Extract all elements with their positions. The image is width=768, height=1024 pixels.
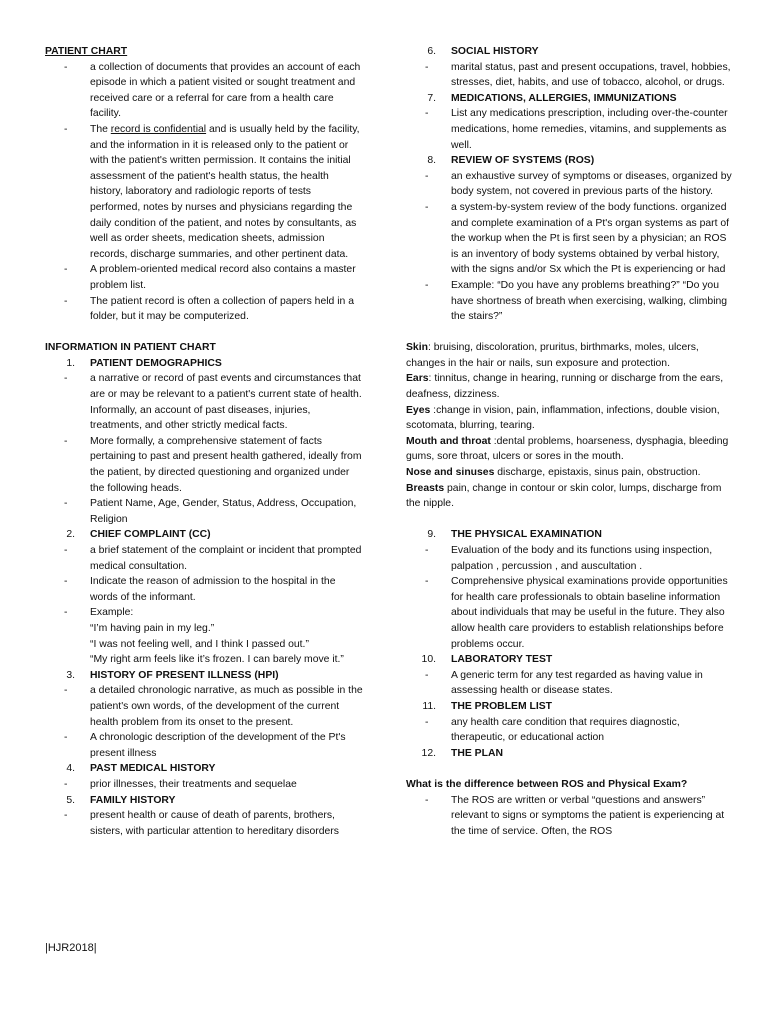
list-item: - Evaluation of the body and its functions using inspection, palpation , percussion , and auscultation .: [425, 545, 713, 572]
list-item: - The record is confidential and is usually held by the facility, and the information in it is released only to the patient or with the patient's written permission. It contains the initial assessment of the patient's health status, the health history, laboratory and radiologic reports of tests performed, notes by nurses and physicians regarding the daily condition of the patient, and notes by consultants, as well as order sheets, medication sheets, admission records, discharge summaries, and other pertinent data.: [64, 123, 360, 260]
left-column: [45, 44, 363, 839]
list-item: - a brief statement of the complaint or incident that prompted medical consultation.: [64, 545, 362, 572]
list-item: - a narrative or record of past events and circumstances that are or may be relevant to a patient's current state of health. Informally, an account of past diseases, injuries, treatments, and other strictly medical facts.: [64, 373, 362, 432]
footer-code: |HJR2018|: [45, 942, 97, 954]
section-heading: INFORMATION IN PATIENT CHART: [45, 342, 216, 354]
ros-entry: Nose and sinuses discharge, epistaxis, sinus pain, obstruction.: [406, 467, 701, 479]
list-item: - present health or cause of death of parents, brothers, sisters, with particular attention to hereditary disorders: [64, 810, 339, 837]
list-item: - Patient Name, Age, Gender, Status, Address, Occupation, Religion: [64, 498, 357, 525]
list-item: - any health care condition that requires diagnostic, therapeutic, or educational action: [425, 716, 680, 744]
list-item: - marital status, past and present occupations, travel, hobbies, stresses, diet, habits, and use of tobacco, alcohol, or drugs.: [425, 61, 731, 89]
list-item: - A chronologic description of the development of the Pt's present illness: [64, 732, 346, 759]
ros-entry: Ears: tinnitus, change in hearing, running or discharge from the ears, deafness, dizziness.: [406, 373, 724, 401]
list-item: - Example: “Do you have any problems breathing?” “Do you have shortness of breath when exercising, walking, climbing the stairs?”: [425, 279, 728, 323]
list-item: - an exhaustive survey of symptoms or diseases, organized by body system, not covered in previous parts of the history.: [425, 170, 732, 198]
list-item: - Comprehensive physical examinations provide opportunities for health care professionals to obtain baseline information about individuals that may be useful in the future. They also allow health care providers to establish relationships before problems occur.: [425, 576, 728, 650]
list-item: - a system-by-system review of the body functions. organized and complete examination of a Pt's organ systems as part of the workup when the Pt is first seen by a physician; an ROS is an inventory of body systems obtained by verbal history, with the signs and/or Sx which the Pt is experiencing or had: [425, 201, 730, 276]
list-item: - a collection of documents that provides an account of each episode in which a patient visited or sought treatment and received care or a referral for care from a health care facility.: [64, 61, 361, 120]
section-plan: 12. THE PLAN: [421, 747, 503, 759]
section-past-medical-history: 4. PAST MEDICAL HISTORY: [66, 763, 216, 775]
section-hpi: 3. HISTORY OF PRESENT ILLNESS (HPI): [66, 669, 279, 681]
section-family-history: 5. FAMILY HISTORY: [66, 794, 176, 806]
ros-entry: Skin: bruising, discoloration, pruritus, birthmarks, moles, ulcers, changes in the hair or nails, sun exposure and protection.: [406, 342, 699, 369]
section-problem-list: 11. THE PROBLEM LIST: [422, 700, 553, 712]
section-physical-exam: 9. THE PHYSICAL EXAMINATION: [427, 529, 602, 541]
section-laboratory-test: 10. LABORATORY TEST: [421, 654, 553, 666]
ros-entry: Eyes :change in vision, pain, inflammation, infections, double vision, scotomata, blurring, tearing.: [406, 404, 720, 432]
section-medications: 7. MEDICATIONS, ALLERGIES, IMMUNIZATIONS: [427, 92, 677, 104]
list-item: - A generic term for any test regarded as having value in assessing health or disease states.: [425, 669, 703, 697]
list-item: - List any medications prescription, including over-the-counter medications, home remedies, vitamins, and supplements as well.: [425, 108, 728, 151]
question-heading: What is the difference between ROS and Physical Exam?: [406, 778, 688, 790]
list-item: - prior illnesses, their treatments and sequelae: [64, 778, 297, 790]
section-chief-complaint: 2. CHIEF COMPLAINT (CC): [66, 529, 211, 541]
section-review-of-systems: 8. REVIEW OF SYSTEMS (ROS): [427, 155, 595, 167]
list-item: - More formally, a comprehensive statement of facts pertaining to past and present health gathered, ideally from the patient, by directed questioning and organized under the following heads.: [64, 435, 362, 494]
ros-entry: Mouth and throat :dental problems, hoarseness, dysphagia, bleeding gums, sore throat, ulcers or sores in the mouth.: [406, 435, 729, 463]
example-quote: “My right arm feels like it’s frozen. I can barely move it.”: [90, 654, 344, 666]
list-item: - Example:: [64, 607, 134, 619]
page-title: PATIENT CHART: [45, 46, 128, 57]
list-item: - A problem-oriented medical record also contains a master problem list.: [64, 264, 356, 291]
section-social-history: 6. SOCIAL HISTORY: [427, 46, 539, 57]
list-item: - a detailed chronologic narrative, as much as possible in the patient's own words, of the development of the current health problem from its onset to the present.: [64, 685, 363, 728]
list-item: - The patient record is often a collection of papers held in a folder, but it may be computerized.: [64, 295, 354, 323]
right-column: [406, 44, 736, 839]
ros-entry: Breasts pain, change in contour or skin color, lumps, discharge from the nipple.: [406, 482, 722, 510]
list-item: - The ROS are written or verbal “questions and answers” relevant to signs or symptoms the patient is experiencing at the time of service. Often, the ROS: [425, 794, 725, 837]
list-item: - Indicate the reason of admission to the hospital in the words of the informant.: [64, 576, 336, 603]
example-quote: “I was not feeling well, and I think I passed out.”: [90, 638, 309, 650]
section-patient-demographics: 1. PATIENT DEMOGRAPHICS: [66, 357, 222, 369]
example-quote: “I’m having pain in my leg.”: [90, 622, 215, 634]
confidential-link: record is confidential: [110, 123, 207, 135]
